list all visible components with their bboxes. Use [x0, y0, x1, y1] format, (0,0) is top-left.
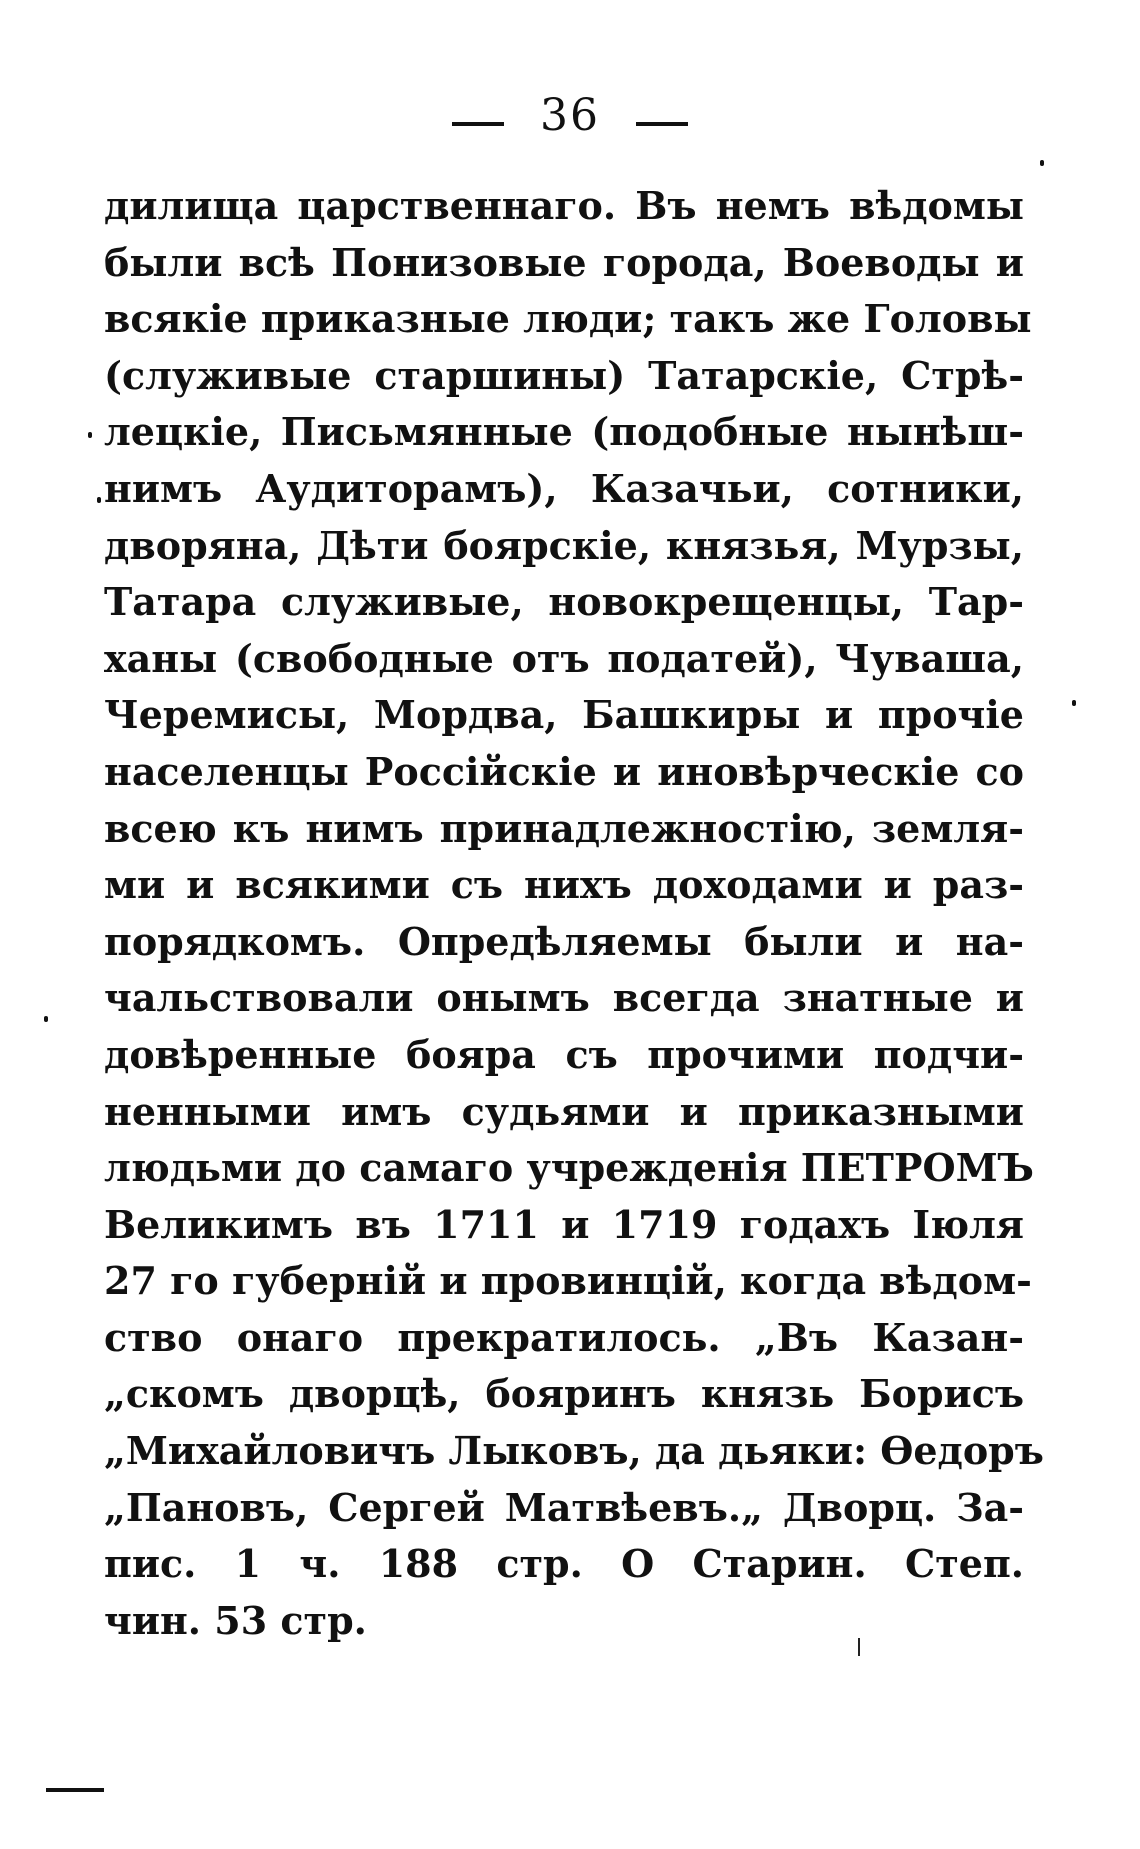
text-line: пис. 1 ч. 188 стр. О Старин. Степ.: [104, 1541, 1024, 1587]
text-line: ми и всякими съ нихъ доходами и раз-: [104, 862, 1024, 908]
margin-speck: [1072, 700, 1076, 706]
text-line: были всѣ Понизовые города, Воеводы и: [104, 239, 1024, 285]
text-line: всею къ нимъ принадлежностію, земля-: [104, 805, 1024, 851]
text-line: ство онаго прекратилось. „Въ Казан-: [104, 1314, 1024, 1360]
bottom-dash-mark: [46, 1788, 104, 1792]
text-line: населенцы Россійскіе и иновѣрческіе со: [104, 748, 1024, 794]
text-line: дворяна, Дѣти боярскіе, князья, Мурзы,: [104, 522, 1024, 568]
text-line: нимъ Аудиторамъ), Казачьи, сотники,: [104, 465, 1024, 511]
page-number: 36: [540, 90, 600, 141]
text-line: порядкомъ. Опредѣляемы были и на-: [104, 918, 1024, 964]
body-text: [104, 178, 1044, 1649]
margin-speck: [1040, 160, 1044, 166]
text-line: всякіе приказные люди; такъ же Головы: [104, 296, 1032, 342]
header-dash-left: [452, 122, 504, 126]
text-line: довѣренные бояра съ прочими подчи-: [104, 1031, 1024, 1077]
text-line: людьми до самаго учрежденія ПЕТРОМЪ: [104, 1145, 1034, 1191]
header-dash-right: [636, 122, 688, 126]
bottom-tick-mark: [858, 1638, 860, 1656]
text-line: „скомъ дворцѣ, бояринъ князь Борисъ: [104, 1371, 1024, 1417]
text-line-last: чин. 53 стр.: [104, 1597, 367, 1643]
text-line: ненными имъ судьями и приказными: [104, 1088, 1024, 1134]
text-line: 27 го губерній и провинцій, когда вѣдом-: [104, 1258, 1032, 1304]
text-line: „Михайловичъ Лыковъ, да дьяки: Ѳедоръ: [104, 1428, 1044, 1474]
text-line: ханы (свободные отъ податей), Чуваша,: [104, 635, 1024, 681]
margin-speck: [97, 497, 101, 503]
text-line: Татара служивые, новокрещенцы, Тар-: [104, 579, 1024, 625]
text-line: „Пановъ, Сергей Матвѣевъ.„ Дворц. За-: [104, 1484, 1024, 1530]
page-header: [0, 86, 1140, 144]
margin-speck: [44, 1016, 48, 1022]
text-line: Черемисы, Мордва, Башкиры и прочіе: [104, 692, 1024, 738]
text-line: дилища царственнаго. Въ немъ вѣдомы: [104, 183, 1024, 228]
text-line: Великимъ въ 1711 и 1719 годахъ Іюля: [104, 1201, 1024, 1247]
text-line: (служивые старшины) Татарскіе, Стрѣ-: [104, 352, 1024, 398]
margin-speck: [88, 432, 92, 438]
text-line: чальствовали онымъ всегда знатные и: [104, 975, 1024, 1021]
text-line: лецкіе, Письмянные (подобные нынѣш-: [104, 409, 1024, 455]
